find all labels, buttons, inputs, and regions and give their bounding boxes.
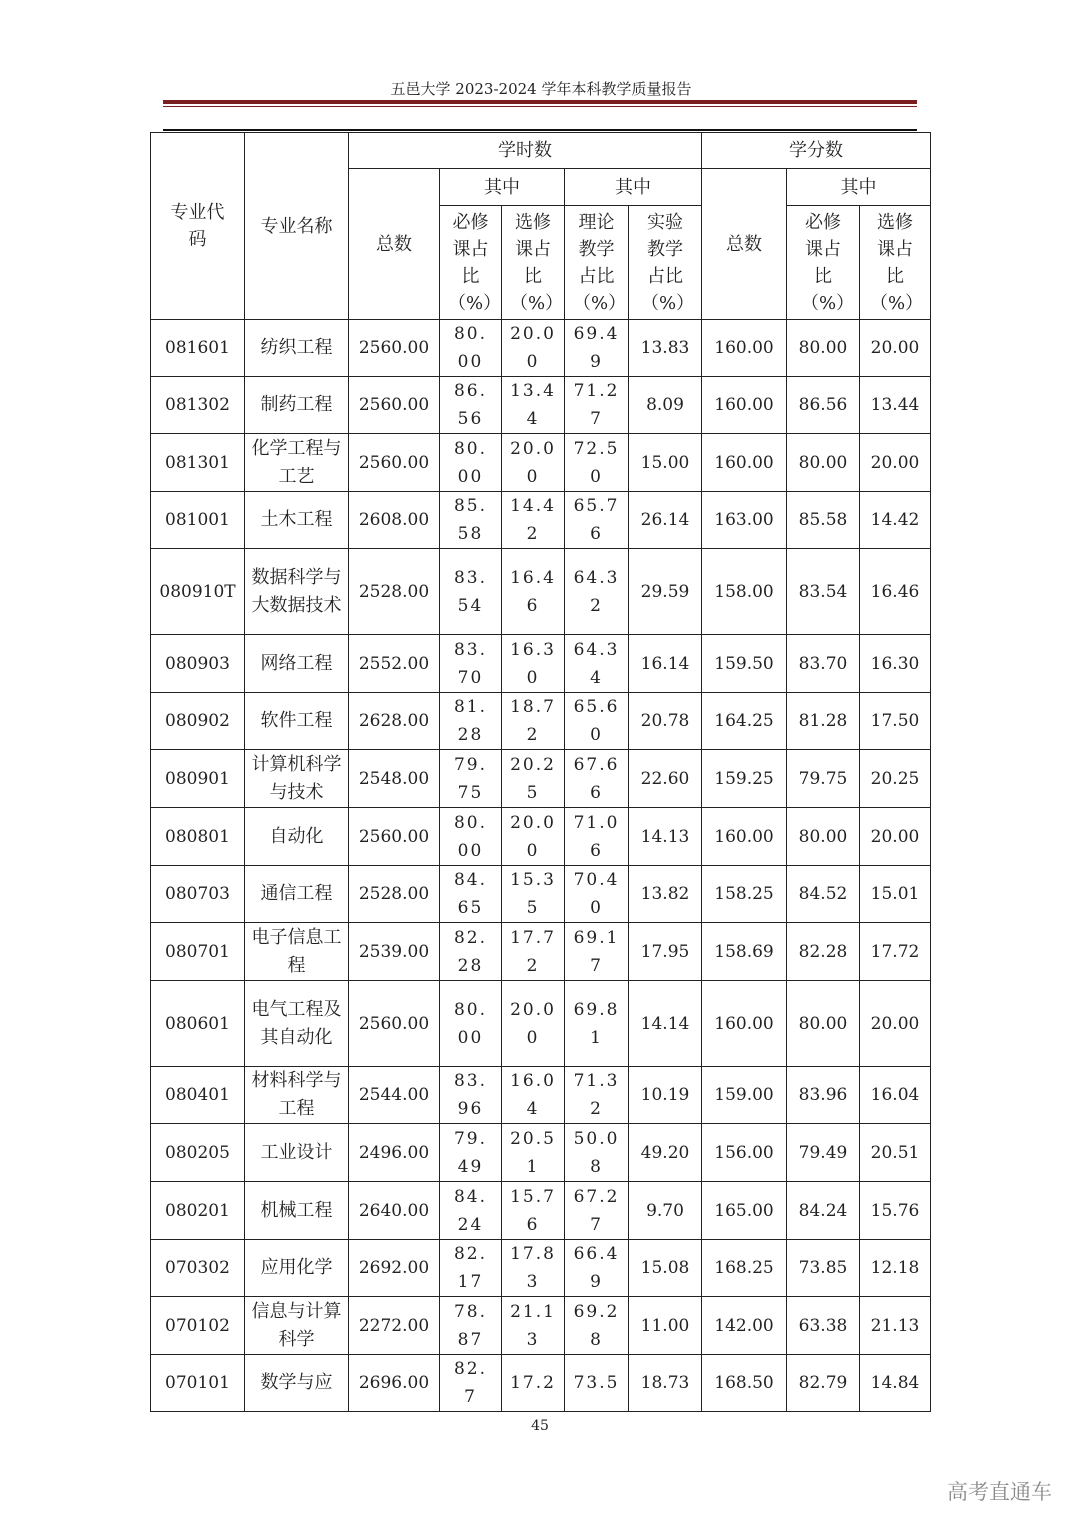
cell-credits-elec-pct: 16.30 [860, 635, 931, 693]
cell-lab-pct: 15.08 [629, 1240, 702, 1297]
header-hours-sub2: 其中 [565, 169, 702, 206]
cell-theory-pct: 64.32 [565, 549, 629, 635]
header-rule-thin [163, 106, 917, 107]
cell-req-pct: 84.24 [440, 1182, 502, 1240]
cell-hours-total: 2544.00 [349, 1067, 440, 1124]
cell-name: 化学工程与工艺 [245, 434, 349, 492]
cell-elec-pct: 20.00 [502, 808, 565, 866]
cell-name: 土木工程 [245, 492, 349, 549]
cell-elec-pct: 14.42 [502, 492, 565, 549]
cell-theory-pct: 66.49 [565, 1240, 629, 1297]
cell-lab-pct: 16.14 [629, 635, 702, 693]
cell-code: 070101 [151, 1355, 245, 1412]
cell-hours-total: 2528.00 [349, 866, 440, 923]
cell-credits-total: 160.00 [702, 434, 787, 492]
table-row [151, 1355, 931, 1412]
cell-lab-pct: 8.09 [629, 377, 702, 434]
cell-theory-pct: 50.08 [565, 1124, 629, 1182]
cell-credits-req-pct: 82.28 [787, 923, 860, 981]
cell-theory-pct: 70.40 [565, 866, 629, 923]
cell-hours-total: 2628.00 [349, 693, 440, 750]
cell-elec-pct: 17.72 [502, 923, 565, 981]
report-header-title: 五邑大学 2023-2024 学年本科教学质量报告 [390, 80, 692, 98]
cell-credits-req-pct: 83.96 [787, 1067, 860, 1124]
cell-lab-pct: 26.14 [629, 492, 702, 549]
cell-theory-pct: 72.50 [565, 434, 629, 492]
cell-credits-total: 165.00 [702, 1182, 787, 1240]
header-lab-pct: 实验教学占比（%） [629, 206, 702, 320]
cell-credits-elec-pct: 15.01 [860, 866, 931, 923]
cell-credits-total: 159.00 [702, 1067, 787, 1124]
cell-code: 070102 [151, 1297, 245, 1355]
cell-theory-pct: 71.32 [565, 1067, 629, 1124]
cell-credits-req-pct: 80.00 [787, 434, 860, 492]
header-credits-total: 总数 [702, 169, 787, 320]
cell-credits-total: 159.50 [702, 635, 787, 693]
cell-elec-pct: 21.13 [502, 1297, 565, 1355]
cell-elec-pct: 13.44 [502, 377, 565, 434]
cell-theory-pct: 69.17 [565, 923, 629, 981]
cell-elec-pct: 18.72 [502, 693, 565, 750]
cell-credits-elec-pct: 14.84 [860, 1355, 931, 1412]
cell-credits-elec-pct: 17.50 [860, 693, 931, 750]
cell-credits-req-pct: 83.70 [787, 635, 860, 693]
cell-credits-elec-pct: 20.00 [860, 434, 931, 492]
header-hours-sub1: 其中 [440, 169, 565, 206]
cell-code: 081001 [151, 492, 245, 549]
cell-elec-pct: 20.51 [502, 1124, 565, 1182]
table-row [151, 1240, 931, 1297]
table-row [151, 635, 931, 693]
cell-elec-pct: 17.2 [502, 1355, 565, 1412]
cell-hours-total: 2496.00 [349, 1124, 440, 1182]
cell-lab-pct: 13.82 [629, 866, 702, 923]
table-row [151, 1297, 931, 1355]
table-row [151, 549, 931, 635]
cell-credits-total: 164.25 [702, 693, 787, 750]
cell-theory-pct: 65.60 [565, 693, 629, 750]
header-req-pct: 必修课占比（%） [440, 206, 502, 320]
table-row [151, 693, 931, 750]
cell-credits-req-pct: 85.58 [787, 492, 860, 549]
header-rule-thick [163, 100, 917, 104]
cell-code: 070302 [151, 1240, 245, 1297]
cell-credits-elec-pct: 16.04 [860, 1067, 931, 1124]
cell-credits-req-pct: 63.38 [787, 1297, 860, 1355]
cell-elec-pct: 20.00 [502, 434, 565, 492]
header-credits-req-pct: 必修课占比（%） [787, 206, 860, 320]
cell-name: 计算机科学与技术 [245, 750, 349, 808]
cell-code: 080903 [151, 635, 245, 693]
cell-req-pct: 83.70 [440, 635, 502, 693]
table-row [151, 1182, 931, 1240]
cell-req-pct: 79.49 [440, 1124, 502, 1182]
cell-theory-pct: 73.5 [565, 1355, 629, 1412]
cell-credits-req-pct: 79.75 [787, 750, 860, 808]
cell-elec-pct: 15.76 [502, 1182, 565, 1240]
cell-elec-pct: 16.04 [502, 1067, 565, 1124]
cell-lab-pct: 11.00 [629, 1297, 702, 1355]
cell-req-pct: 80.00 [440, 808, 502, 866]
cell-name: 通信工程 [245, 866, 349, 923]
cell-elec-pct: 16.46 [502, 549, 565, 635]
cell-req-pct: 84.65 [440, 866, 502, 923]
cell-theory-pct: 69.81 [565, 981, 629, 1067]
cell-lab-pct: 10.19 [629, 1067, 702, 1124]
cell-hours-total: 2560.00 [349, 981, 440, 1067]
cell-theory-pct: 69.49 [565, 320, 629, 377]
cell-req-pct: 79.75 [440, 750, 502, 808]
cell-credits-total: 158.69 [702, 923, 787, 981]
cell-name: 材料科学与工程 [245, 1067, 349, 1124]
cell-lab-pct: 29.59 [629, 549, 702, 635]
table-row [151, 923, 931, 981]
cell-credits-elec-pct: 13.44 [860, 377, 931, 434]
cell-credits-total: 160.00 [702, 808, 787, 866]
cell-req-pct: 82.28 [440, 923, 502, 981]
cell-name: 信息与计算科学 [245, 1297, 349, 1355]
cell-hours-total: 2272.00 [349, 1297, 440, 1355]
cell-theory-pct: 65.76 [565, 492, 629, 549]
cell-elec-pct: 20.25 [502, 750, 565, 808]
cell-theory-pct: 64.34 [565, 635, 629, 693]
header-credits-elec-pct: 选修课占比（%） [860, 206, 931, 320]
header-hours-total: 总数 [349, 169, 440, 320]
header-credits-sub: 其中 [787, 169, 931, 206]
cell-req-pct: 82.7 [440, 1355, 502, 1412]
cell-credits-total: 168.50 [702, 1355, 787, 1412]
cell-name: 数据科学与大数据技术 [245, 549, 349, 635]
cell-credits-total: 160.00 [702, 377, 787, 434]
cell-hours-total: 2560.00 [349, 320, 440, 377]
cell-credits-req-pct: 81.28 [787, 693, 860, 750]
cell-code: 080902 [151, 693, 245, 750]
cell-req-pct: 82.17 [440, 1240, 502, 1297]
cell-credits-total: 160.00 [702, 320, 787, 377]
cell-credits-req-pct: 80.00 [787, 981, 860, 1067]
cell-theory-pct: 71.27 [565, 377, 629, 434]
cell-code: 081301 [151, 434, 245, 492]
cell-lab-pct: 17.95 [629, 923, 702, 981]
cell-lab-pct: 18.73 [629, 1355, 702, 1412]
cell-credits-req-pct: 82.79 [787, 1355, 860, 1412]
cell-credits-req-pct: 84.24 [787, 1182, 860, 1240]
header-name: 专业名称 [245, 133, 349, 320]
cell-lab-pct: 49.20 [629, 1124, 702, 1182]
cell-hours-total: 2560.00 [349, 808, 440, 866]
cell-name: 软件工程 [245, 693, 349, 750]
cell-elec-pct: 16.30 [502, 635, 565, 693]
cell-credits-req-pct: 79.49 [787, 1124, 860, 1182]
cell-credits-elec-pct: 16.46 [860, 549, 931, 635]
cell-hours-total: 2560.00 [349, 377, 440, 434]
cell-code: 080901 [151, 750, 245, 808]
cell-hours-total: 2548.00 [349, 750, 440, 808]
table-top-rule [163, 129, 917, 131]
cell-credits-elec-pct: 21.13 [860, 1297, 931, 1355]
cell-req-pct: 80.00 [440, 981, 502, 1067]
cell-req-pct: 85.58 [440, 492, 502, 549]
cell-code: 080205 [151, 1124, 245, 1182]
watermark-text: 高考直通车 [947, 1480, 1052, 1504]
cell-credits-total: 160.00 [702, 981, 787, 1067]
cell-theory-pct: 67.66 [565, 750, 629, 808]
cell-req-pct: 86.56 [440, 377, 502, 434]
cell-theory-pct: 71.06 [565, 808, 629, 866]
cell-code: 080910T [151, 549, 245, 635]
cell-credits-total: 158.00 [702, 549, 787, 635]
cell-credits-req-pct: 86.56 [787, 377, 860, 434]
table-row [151, 434, 931, 492]
cell-hours-total: 2528.00 [349, 549, 440, 635]
cell-credits-total: 168.25 [702, 1240, 787, 1297]
cell-elec-pct: 20.00 [502, 320, 565, 377]
cell-name: 机械工程 [245, 1182, 349, 1240]
cell-code: 080201 [151, 1182, 245, 1240]
cell-hours-total: 2560.00 [349, 434, 440, 492]
cell-credits-elec-pct: 20.51 [860, 1124, 931, 1182]
cell-credits-elec-pct: 17.72 [860, 923, 931, 981]
table-row [151, 492, 931, 549]
cell-req-pct: 80.00 [440, 320, 502, 377]
header-code: 专业代码 [151, 133, 245, 320]
cell-hours-total: 2608.00 [349, 492, 440, 549]
cell-hours-total: 2539.00 [349, 923, 440, 981]
cell-code: 081601 [151, 320, 245, 377]
cell-hours-total: 2552.00 [349, 635, 440, 693]
cell-credits-total: 158.25 [702, 866, 787, 923]
cell-name: 电气工程及其自动化 [245, 981, 349, 1067]
cell-theory-pct: 69.28 [565, 1297, 629, 1355]
cell-credits-total: 163.00 [702, 492, 787, 549]
cell-lab-pct: 9.70 [629, 1182, 702, 1240]
header-theory-pct: 理论教学占比（%） [565, 206, 629, 320]
cell-credits-req-pct: 83.54 [787, 549, 860, 635]
cell-code: 081302 [151, 377, 245, 434]
table-row [151, 808, 931, 866]
cell-code: 080701 [151, 923, 245, 981]
table-row [151, 1124, 931, 1182]
cell-credits-total: 142.00 [702, 1297, 787, 1355]
cell-name: 制药工程 [245, 377, 349, 434]
cell-credits-total: 156.00 [702, 1124, 787, 1182]
header-credits-group: 学分数 [702, 133, 931, 169]
table-row [151, 1067, 931, 1124]
cell-credits-total: 159.25 [702, 750, 787, 808]
cell-elec-pct: 20.00 [502, 981, 565, 1067]
cell-lab-pct: 15.00 [629, 434, 702, 492]
cell-lab-pct: 20.78 [629, 693, 702, 750]
cell-hours-total: 2696.00 [349, 1355, 440, 1412]
cell-name: 自动化 [245, 808, 349, 866]
cell-credits-req-pct: 80.00 [787, 808, 860, 866]
header-elec-pct: 选修课占比（%） [502, 206, 565, 320]
table-row [151, 750, 931, 808]
cell-elec-pct: 17.83 [502, 1240, 565, 1297]
cell-req-pct: 83.54 [440, 549, 502, 635]
table-row [151, 866, 931, 923]
cell-req-pct: 83.96 [440, 1067, 502, 1124]
cell-credits-elec-pct: 12.18 [860, 1240, 931, 1297]
cell-name: 电子信息工程 [245, 923, 349, 981]
curriculum-table [150, 132, 931, 1412]
cell-code: 080601 [151, 981, 245, 1067]
cell-credits-req-pct: 84.52 [787, 866, 860, 923]
cell-credits-elec-pct: 20.00 [860, 320, 931, 377]
cell-name: 应用化学 [245, 1240, 349, 1297]
table-row [151, 377, 931, 434]
cell-code: 080401 [151, 1067, 245, 1124]
cell-name: 纺织工程 [245, 320, 349, 377]
cell-credits-req-pct: 73.85 [787, 1240, 860, 1297]
cell-name: 数学与应 [245, 1355, 349, 1412]
cell-name: 工业设计 [245, 1124, 349, 1182]
cell-elec-pct: 15.35 [502, 866, 565, 923]
cell-req-pct: 80.00 [440, 434, 502, 492]
cell-credits-elec-pct: 15.76 [860, 1182, 931, 1240]
table-row [151, 320, 931, 377]
cell-hours-total: 2692.00 [349, 1240, 440, 1297]
cell-lab-pct: 13.83 [629, 320, 702, 377]
page-number: 45 [531, 1418, 549, 1434]
cell-credits-elec-pct: 20.00 [860, 981, 931, 1067]
cell-credits-elec-pct: 14.42 [860, 492, 931, 549]
cell-credits-req-pct: 80.00 [787, 320, 860, 377]
cell-req-pct: 81.28 [440, 693, 502, 750]
cell-code: 080703 [151, 866, 245, 923]
cell-hours-total: 2640.00 [349, 1182, 440, 1240]
cell-req-pct: 78.87 [440, 1297, 502, 1355]
cell-lab-pct: 14.14 [629, 981, 702, 1067]
cell-theory-pct: 67.27 [565, 1182, 629, 1240]
header-hours-group: 学时数 [349, 133, 702, 169]
cell-credits-elec-pct: 20.00 [860, 808, 931, 866]
table-row [151, 981, 931, 1067]
cell-code: 080801 [151, 808, 245, 866]
cell-credits-elec-pct: 20.25 [860, 750, 931, 808]
cell-name: 网络工程 [245, 635, 349, 693]
cell-lab-pct: 22.60 [629, 750, 702, 808]
cell-lab-pct: 14.13 [629, 808, 702, 866]
